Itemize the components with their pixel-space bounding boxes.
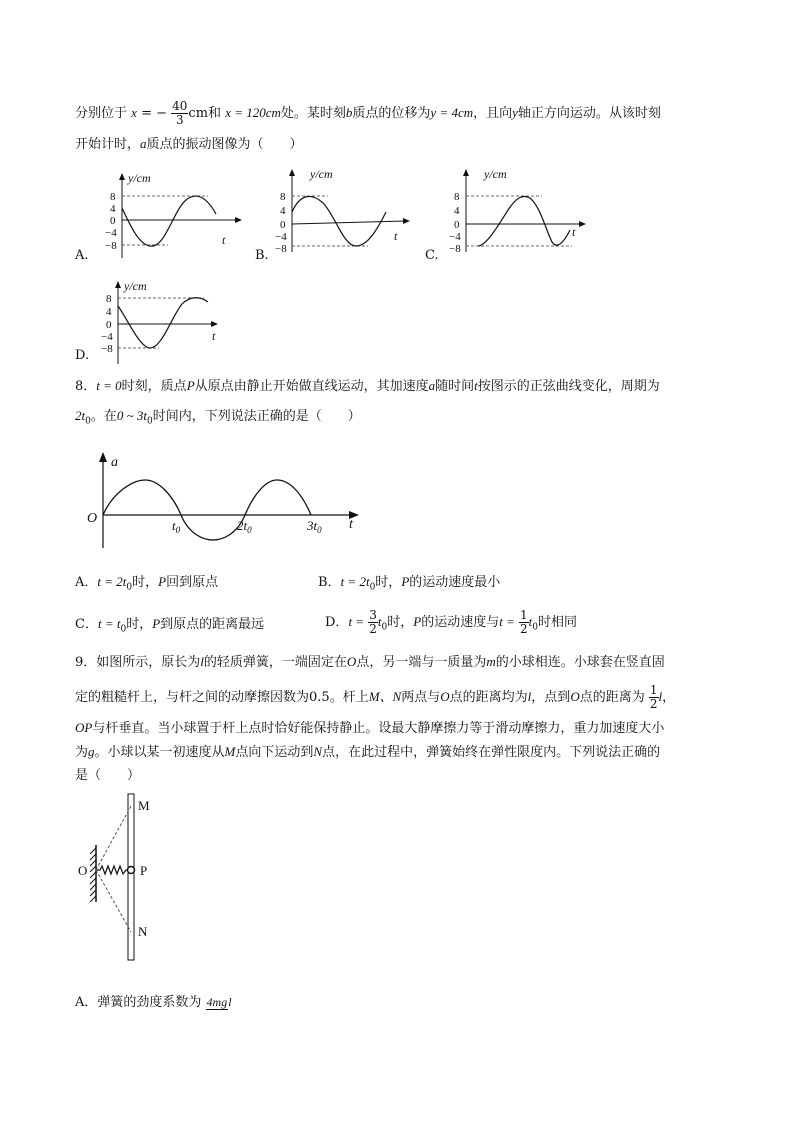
svg-text:t0: $t_0$ (172, 518, 181, 535)
option-c-graph (449, 166, 592, 256)
svg-text:M: M (138, 798, 150, 813)
svg-text:−4: −4 (105, 227, 117, 239)
svg-text:−8: −8 (105, 240, 117, 252)
svg-text:t: t (572, 225, 576, 239)
option-b-graph (275, 166, 418, 256)
q8-option-d[interactable]: D．t = $\frac{3}{2}$ $t_0$时，P的运动速度与t = $\frac{1}{2}$ $t_0$时相同 (325, 608, 577, 636)
svg-text:−8: −8 (275, 243, 287, 255)
q9-spring-rod-figure (70, 790, 170, 965)
q8-option-c[interactable]: C．$t = t_0$时，P到原点的距离最远 (75, 616, 265, 635)
svg-text:y/cm: y/cm (128, 171, 151, 185)
svg-text:0: 0 (280, 219, 286, 231)
q8-option-b[interactable]: B．$t = 2t_0$时，P的运动速度最小 (318, 574, 501, 593)
svg-text:y/cm: y/cm (310, 167, 333, 181)
q9-line-5: 是（ ） (75, 768, 141, 783)
fraction-40-3: $\frac{40}{3}$ (172, 99, 188, 127)
svg-text:0: 0 (454, 219, 460, 231)
svg-text:O: O (78, 863, 88, 878)
q9-line-1: 9．如图所示，原长为l的轻质弹簧，一端固定在O点，另一端与一质量为m的小球相连。小球套在竖直固 (75, 654, 665, 670)
q9-line-2: 定的粗糙杆上，与杆之间的动摩擦因数为0.5。杆上M、N两点与O点的距离均为l，点到O点的距离为 $\frac{1}{2}$ l， (75, 683, 676, 711)
q8-option-a[interactable]: A．$t = 2t_0$时，P回到原点 (75, 574, 219, 593)
svg-text:t: t (212, 329, 216, 343)
option-c-label: C. (425, 248, 439, 263)
svg-text:8: 8 (454, 191, 460, 203)
svg-text:t: t (394, 229, 398, 243)
svg-text:0: 0 (106, 319, 112, 331)
svg-text:−4: −4 (101, 331, 113, 343)
svg-text:O: O (87, 511, 98, 526)
svg-text:t: t (349, 517, 353, 532)
svg-text:8: 8 (110, 191, 116, 203)
q8-line-2: $2t_0$。在0 ~ $3t_0$时间内，下列说法正确的是（ ） (75, 408, 361, 427)
svg-text:t: t (222, 233, 226, 247)
q7-line-1: 分别位于 x = − $\frac{40}{3}$ cm和 x = 120cm处。某时刻b质点的位移为y = 4cm，且向y轴正方向运动。从该时刻 (75, 99, 661, 127)
svg-text:8: 8 (106, 293, 112, 305)
q8-acceleration-graph (85, 450, 365, 550)
q7-line-2: 开始计时，a质点的振动图像为（ ） (75, 136, 303, 152)
svg-text:4: 4 (106, 306, 112, 318)
option-a-graph (105, 170, 248, 265)
option-b-label: B. (255, 248, 269, 263)
svg-text:4: 4 (110, 203, 116, 215)
svg-text:4: 4 (280, 205, 286, 217)
q8-line-1: 8．t = 0时刻，质点P从原点由静止开始做直线运动，其加速度a随时间t按图示的正弦曲线变化，周期为 (75, 378, 660, 394)
svg-text:3t0: $3t_0$ (307, 518, 322, 535)
svg-text:y/cm: y/cm (124, 279, 147, 293)
svg-text:−8: −8 (449, 243, 461, 255)
q9-line-4: 为g。小球以某一初速度从M点向下运动到N点，在此过程中，弹簧始终在弹性限度内。下列说法正确的 (75, 744, 661, 760)
svg-text:P: P (140, 863, 148, 878)
svg-text:2t0: $2t_0$ (237, 518, 252, 535)
svg-text:−4: −4 (275, 231, 287, 243)
q9-line-3: OP与杆垂直。当小球置于杆上点时恰好能保持静止。设最大静摩擦力等于滑动摩擦力，重力加速度大小 (75, 720, 665, 736)
q9-option-a[interactable]: A．弹簧的劲度系数为 4mgl (75, 995, 232, 1010)
option-d-graph (101, 278, 244, 368)
svg-text:N: N (138, 924, 148, 939)
svg-text:a: a (111, 455, 118, 470)
svg-text:8: 8 (280, 191, 286, 203)
svg-text:−4: −4 (449, 231, 461, 243)
svg-text:0: 0 (110, 215, 116, 227)
option-d-label: D. (75, 348, 90, 363)
svg-text:y/cm: y/cm (484, 167, 507, 181)
svg-text:4: 4 (454, 205, 460, 217)
option-a-label: A. (75, 248, 89, 263)
svg-text:−8: −8 (101, 343, 113, 355)
